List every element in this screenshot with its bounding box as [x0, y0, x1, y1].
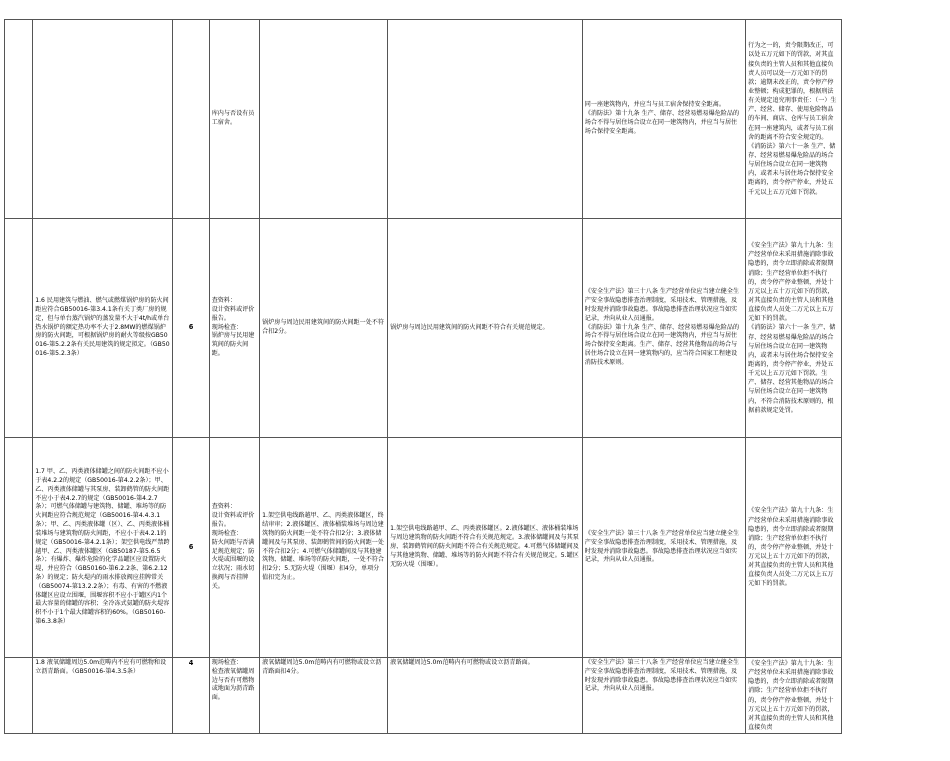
penalty-cell: 《安全生产法》第九十九条：生产经营单位未采用措施消除事故隐患的，责令立即消除或者限期消除；生产经营单位拒不执行的，责令停产停业整顿，并处十万元以上五十万元如下的罚款，对其直接负责的主管人员和其他直接负责人员处二万元以上五万元如下的罚款。	[746, 438, 842, 658]
finding-cell: 锅炉房与周边民用建筑间的防火间距不符合有关规范规定。	[388, 219, 583, 438]
basis-cell: 同一座建筑物内，并应当与员工宿舍保持安全距离。 《消防法》第十九条 生产、储存、经营易燃易爆危险品的场合不得与居住场合设立在同一建筑物内，并应当与居住场合保持安全距离。	[582, 20, 745, 219]
blank-cell	[5, 658, 33, 734]
blank-cell	[5, 20, 33, 219]
finding-cell	[388, 20, 583, 219]
standard-cell	[260, 20, 388, 219]
score-cell: 6	[173, 219, 209, 438]
method-cell: 查资料： 设计资料或评价报告。 现场检查： 锅炉房与民用建筑间的防火间距。	[209, 219, 259, 438]
basis-cell: 《安全生产法》第三十八条 生产经营单位应当建立健全生产安全事故隐患排查治理制度，采用技术、管理措施，及时发现并消除事故隐患。事故隐患排查治理状况应当如实记录，并向从业人员通报。	[582, 658, 745, 734]
blank-cell	[5, 219, 33, 438]
score-cell	[173, 20, 209, 219]
method-cell: 查资料： 设计资料或评价报告。 现场检查： 防火间距与否满足规范规定；防火堤或围堰的设立状况；雨水切换阀与否挂牌关。	[209, 438, 259, 658]
inspection-table-page	[4, 19, 842, 734]
check-item-cell: 1.8 液氧储罐周边5.0m范畴内不应有可燃物和设立沥青路面。（GB50016-第4.3.5条）	[33, 658, 173, 734]
score-cell: 6	[173, 438, 209, 658]
basis-cell: 《安全生产法》第三十八条 生产经营单位应当建立健全生产安全事故隐患排查治理制度，采用技术、管理措施，及时发现并消除事故隐患。事故隐患排查治理状况应当如实记录，并向从业人员通报。 《消防法》第十九条 生产、储存、经营易燃易爆危险品的场合不得与居住场合设立在同一建筑物内，并应当与居住场合保持安全距离。生产、储存、经营其他物品的场合与居住场合设立在同一建筑物内的，应当符合国家工程建设消防技术原则。	[582, 219, 745, 438]
table-row	[5, 20, 842, 219]
method-cell: 库内与否设有员工宿舍。	[209, 20, 259, 219]
score-cell: 4	[173, 658, 209, 734]
penalty-cell: 《安全生产法》第九十九条：生产经营单位未采用措施消除事故隐患的，责令立即消除或者限期消除；生产经营单位拒不执行的，责令停产停业整顿，并处十万元以上五十万元如下的罚款，对其直接负责的主管人员和其他直接负责人员处二万元以上五万元如下的罚款。 《消防法》第六十一条 生产、储存、经营易燃易爆危险品的场合与居住场合设立在同一建筑物内，或者未与居住场合保持安全距离的，责令停产停业，并处五千元以上五万元如下罚款。生产、储存、经营其他物品的场合与居住场合设立在同一建筑物内，不符合消防技术原则的，根据前款规定处罚。	[746, 219, 842, 438]
standard-cell: 锅炉房与周边民用建筑间的防火间距一处不符合扣2分。	[260, 219, 388, 438]
check-item-cell	[33, 20, 173, 219]
finding-cell: 液氧储罐周边5.0m范畴内有可燃物或设立沥青路面。	[388, 658, 583, 734]
basis-cell: 《安全生产法》第三十八条 生产经营单位应当建立健全生产安全事故隐患排查治理制度，采用技术、管理措施，及时发现并消除事故隐患。事故隐患排查治理状况应当如实记录，并向从业人员通报。	[582, 438, 745, 658]
blank-cell	[5, 438, 33, 658]
check-item-cell: 1.6 民用建筑与燃油、燃气或燃煤锅炉房的防火间距应符合GB50016-第3.4.1条有关丁类厂房的规定，但与单台蒸汽锅炉的蒸发量不大于4t/h或单台热水锅炉的额定热功率不大于2.8MW的燃煤锅炉房的防火间距，可根据锅炉房的耐火等级按GB50016-第5.2.2条有关民用建筑的规定拟定。（GB50016-第5.2.3条）	[33, 219, 173, 438]
table-row	[5, 438, 842, 658]
finding-cell: 1.架空供电线路越甲、乙、丙类液体罐区。2.液体罐区、液体桶装堆场与周边建筑物的防火间距不符合有关规范规定。3.液体储罐间及与其泵房、装卸鹤管间的防火间距不符合有关规范规定。4.可燃气体储罐间及与其他建筑物、储罐、堆场等的防火间距不符合有关规范规定。5.罐区无防火堤（围堰）。	[388, 438, 583, 658]
standard-cell: 1.架空供电线路越甲、乙、丙类液体罐区，终结审审；2.液体罐区、液体桶装堆场与周边建筑物的防火间距一处不符合扣2分；3.液体储罐间及与其泵房、装卸鹤管间的防火间距一处不符合扣2分；4.可燃气体储罐间及与其他建筑物、储罐、堆场等的防火间距，一处不符合扣2分；5.无防火堤（围堰）扣4分，单项分值扣完为止。	[260, 438, 388, 658]
table-row	[5, 219, 842, 438]
method-cell: 现场检查： 检查液氧储罐周边与否有可燃物或地面为沥青路面。	[209, 658, 259, 734]
penalty-cell: 行为之一的，责令限期改正，可以处五万元如下的罚款，对其直接负责的主管人员和其他直接负责人员可以处一万元如下的罚款；逾期未改正的，责令停产停业整顿；构成犯罪的，根据刑法有关规定追究刑事责任：（一）生产、经营、储存、使用危险物品的车间、商店、仓库与员工宿舍在同一座建筑内，或者与员工宿舍的距离不符合安全规定的。 《消防法》第六十一条 生产、储存、经营易燃易爆危险品的场合与居住场合设立在同一建筑物内，或者未与居住场合保持安全距离的，责令停产停业，并处五千元以上五万元如下罚款。	[746, 20, 842, 219]
check-item-cell: 1.7 甲、乙、丙类液体储罐之间的防火间距不应小于表4.2.2的规定（GB50016-第4.2.2条）；甲、乙、丙类液体储罐与其泵房、装卸鹤管的防火间距不应小于表4.2.7的规定（GB50016-第4.2.7条）；可燃气体储罐与建筑物、储罐、堆场等的防火间距应符合规范规定（GB50016-第4.4.3.1条）；甲、乙、丙类液体罐（区）、乙、丙类液体桶装堆场与建筑物的防火间距，不应小于表4.2.1的规定（GB50016-第4.2.1条）；架空供电线严禁跨越甲、乙、丙类液体罐区（GB50187-第5.6.5条）；有爆炸、爆炸危险的化学品罐区应设置防火堤，并应符合（GB50160-第6.2.2条、第6.2.12条）的规定；防火堤内的雨水排放阀应挂牌常关（GB50074-第13.2.2条）；有毒、有害的不燃液体罐区应设立围堰，围堰容积不应小于罐区内1个最大容量的储罐的容积；全冷冻式氨罐的防火堤容积不小于1个最大储罐容积的60%。（GB50160-第6.3.8条）	[33, 438, 173, 658]
table-row	[5, 658, 842, 734]
standard-cell: 液氧储罐周边5.0m范畴内有可燃物或设立沥青路面扣4分。	[260, 658, 388, 734]
penalty-cell: 《安全生产法》第九十九条：生产经营单位未采用措施消除事故隐患的，责令立即消除或者限期消除；生产经营单位拒不执行的，责令停产停业整顿，并处十万元以上五十万元如下的罚款，对其直接负责的主管人员和其他直接负责	[746, 658, 842, 734]
inspection-table	[4, 19, 842, 734]
